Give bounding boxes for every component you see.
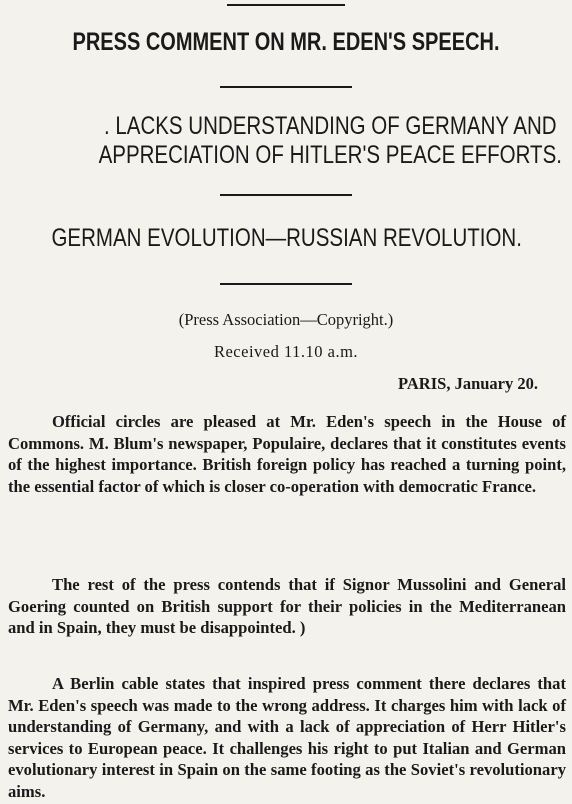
- dateline: PARIS, January 20.: [398, 374, 538, 393]
- subheadline-1: [51, 112, 562, 170]
- top-rule: [227, 4, 345, 6]
- subheadline-1-text: . LACKS UNDERSTANDING OF GERMANY AND APPRECIATION OF HITLER'S PEACE EFFORTS.: [98, 112, 562, 169]
- received-time: Received 11.10 a.m.: [213, 342, 359, 361]
- main-headline: PRESS COMMENT ON MR. EDEN'S SPEECH.: [72, 28, 500, 56]
- headline-divider-2: [220, 194, 352, 196]
- article-paragraph-3: A Berlin cable states that inspired press comment there declares that Mr. Eden's speech was made to the wrong address. It charges him with lack of understanding of Germany, and with a lack of appreciation of Herr Hitler's services to European peace. It challenges his right to put Italian and German evolutionary interest in Spain on the same footing as the Soviet's revolutionary aims.: [8, 674, 566, 801]
- article-paragraph-1: Official circles are pleased at Mr. Eden's speech in the House of Commons. M. Blum's newspaper, Populaire, declares that it constitutes events of the highest importance. British foreign policy has reached a turning point, the essential factor of which is closer co-operation with democratic France.: [8, 412, 566, 496]
- headline-divider-3: [220, 283, 352, 285]
- subheadline-2: GERMAN EVOLUTION—RUSSIAN REVOLUTION.: [51, 224, 522, 252]
- press-credit: (Press Association—Copyright.): [178, 310, 394, 329]
- article-paragraph-2: The rest of the press contends that if Signor Mussolini and General Goering counted on British support for their policies in the Mediterranean and in Spain, they must be disappointed. ): [8, 575, 566, 638]
- headline-divider-1: [220, 86, 352, 88]
